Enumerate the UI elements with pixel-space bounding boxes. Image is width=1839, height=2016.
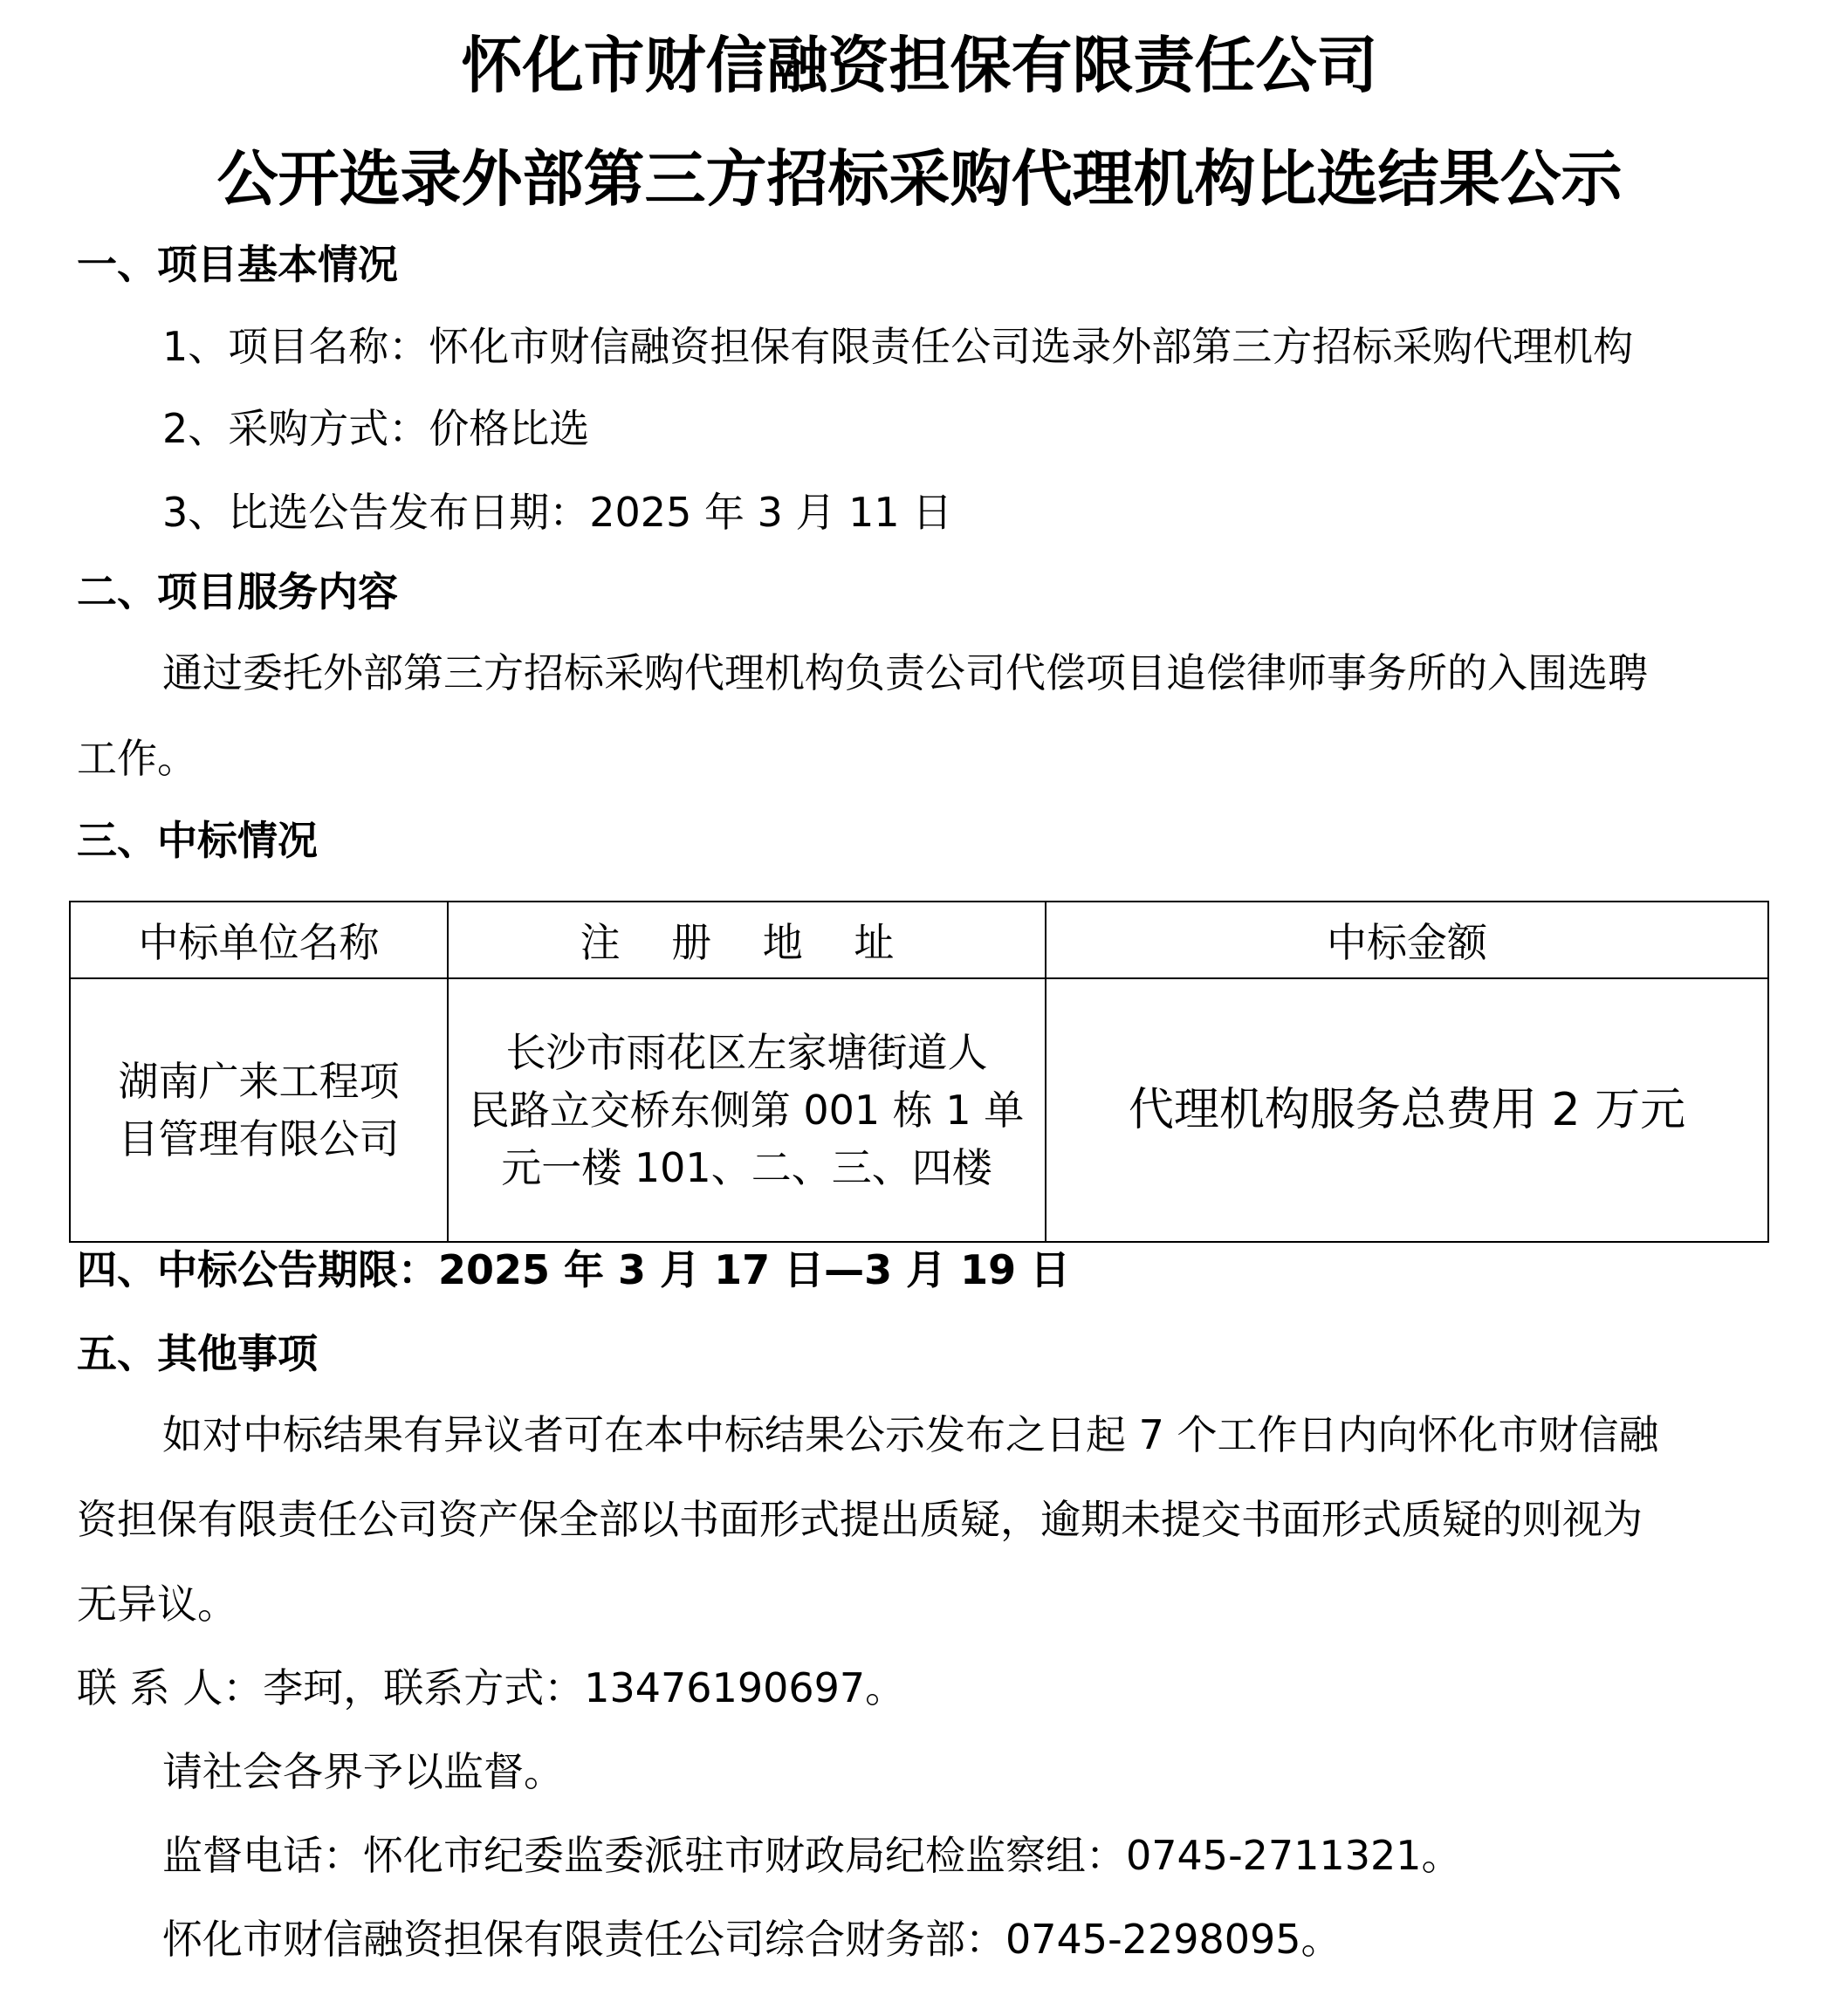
service-content-line2: 工作。 [77, 735, 197, 782]
header-address: 注 册 地 址 [448, 902, 1046, 978]
document-title-line2: 公开选录外部第三方招标采购代理机构比选结果公示 [216, 143, 1623, 215]
winning-bid-table [69, 901, 1769, 1243]
objection-line2: 资担保有限责任公司资产保全部以书面形式提出质疑，逾期未提交书面形式质疑的则视为 [77, 1496, 1643, 1543]
cell-amount: 代理机构服务总费用 2 万元 [1046, 978, 1768, 1242]
cell-address [448, 978, 1046, 1242]
document-title-line1: 怀化市财信融资担保有限责任公司 [461, 30, 1378, 101]
announcement-date: 3、比选公告发布日期：2025 年 3 月 11 日 [162, 489, 953, 536]
header-company: 中标单位名称 [70, 902, 448, 978]
table-row [70, 978, 1768, 1242]
section2-heading: 二、项目服务内容 [77, 568, 398, 615]
header-amount: 中标金额 [1046, 902, 1768, 978]
supervision-phone: 监督电话：怀化市纪委监委派驻市财政局纪检监察组：0745-2711321。 [162, 1832, 1462, 1879]
cell-company [70, 978, 448, 1242]
procurement-method: 2、采购方式：价格比选 [162, 405, 590, 452]
table-header-row [70, 902, 1768, 978]
section4-heading: 四、中标公告期限：2025 年 3 月 17 日—3 月 19 日 [77, 1246, 1071, 1293]
contact-person: 联 系 人：李珂，联系方式：13476190697。 [77, 1664, 906, 1711]
objection-line3: 无异议。 [77, 1581, 237, 1628]
section3-heading: 三、中标情况 [77, 817, 318, 864]
company-line: 湖南广来工程项 [118, 1058, 400, 1105]
section1-heading: 一、项目基本情况 [77, 241, 398, 288]
section5-heading: 五、其他事项 [77, 1330, 318, 1377]
company-line: 目管理有限公司 [118, 1115, 400, 1162]
supervision-request: 请社会各界予以监督。 [162, 1748, 564, 1795]
finance-dept-phone: 怀化市财信融资担保有限责任公司综合财务部：0745-2298095。 [162, 1916, 1342, 1963]
project-name: 1、项目名称：怀化市财信融资担保有限责任公司选录外部第三方招标采购代理机构 [162, 323, 1634, 370]
address-line: 民路立交桥东侧第 001 栋 1 单 [469, 1087, 1025, 1134]
objection-line1: 如对中标结果有异议者可在本中标结果公示发布之日起 7 个工作日内向怀化市财信融 [162, 1411, 1659, 1458]
address-line: 元一楼 101、二、三、四楼 [501, 1144, 992, 1191]
service-content-line1: 通过委托外部第三方招标采购代理机构负责公司代偿项目追偿律师事务所的入围选聘 [162, 649, 1648, 696]
address-line: 长沙市雨花区左家塘街道人 [505, 1029, 988, 1076]
